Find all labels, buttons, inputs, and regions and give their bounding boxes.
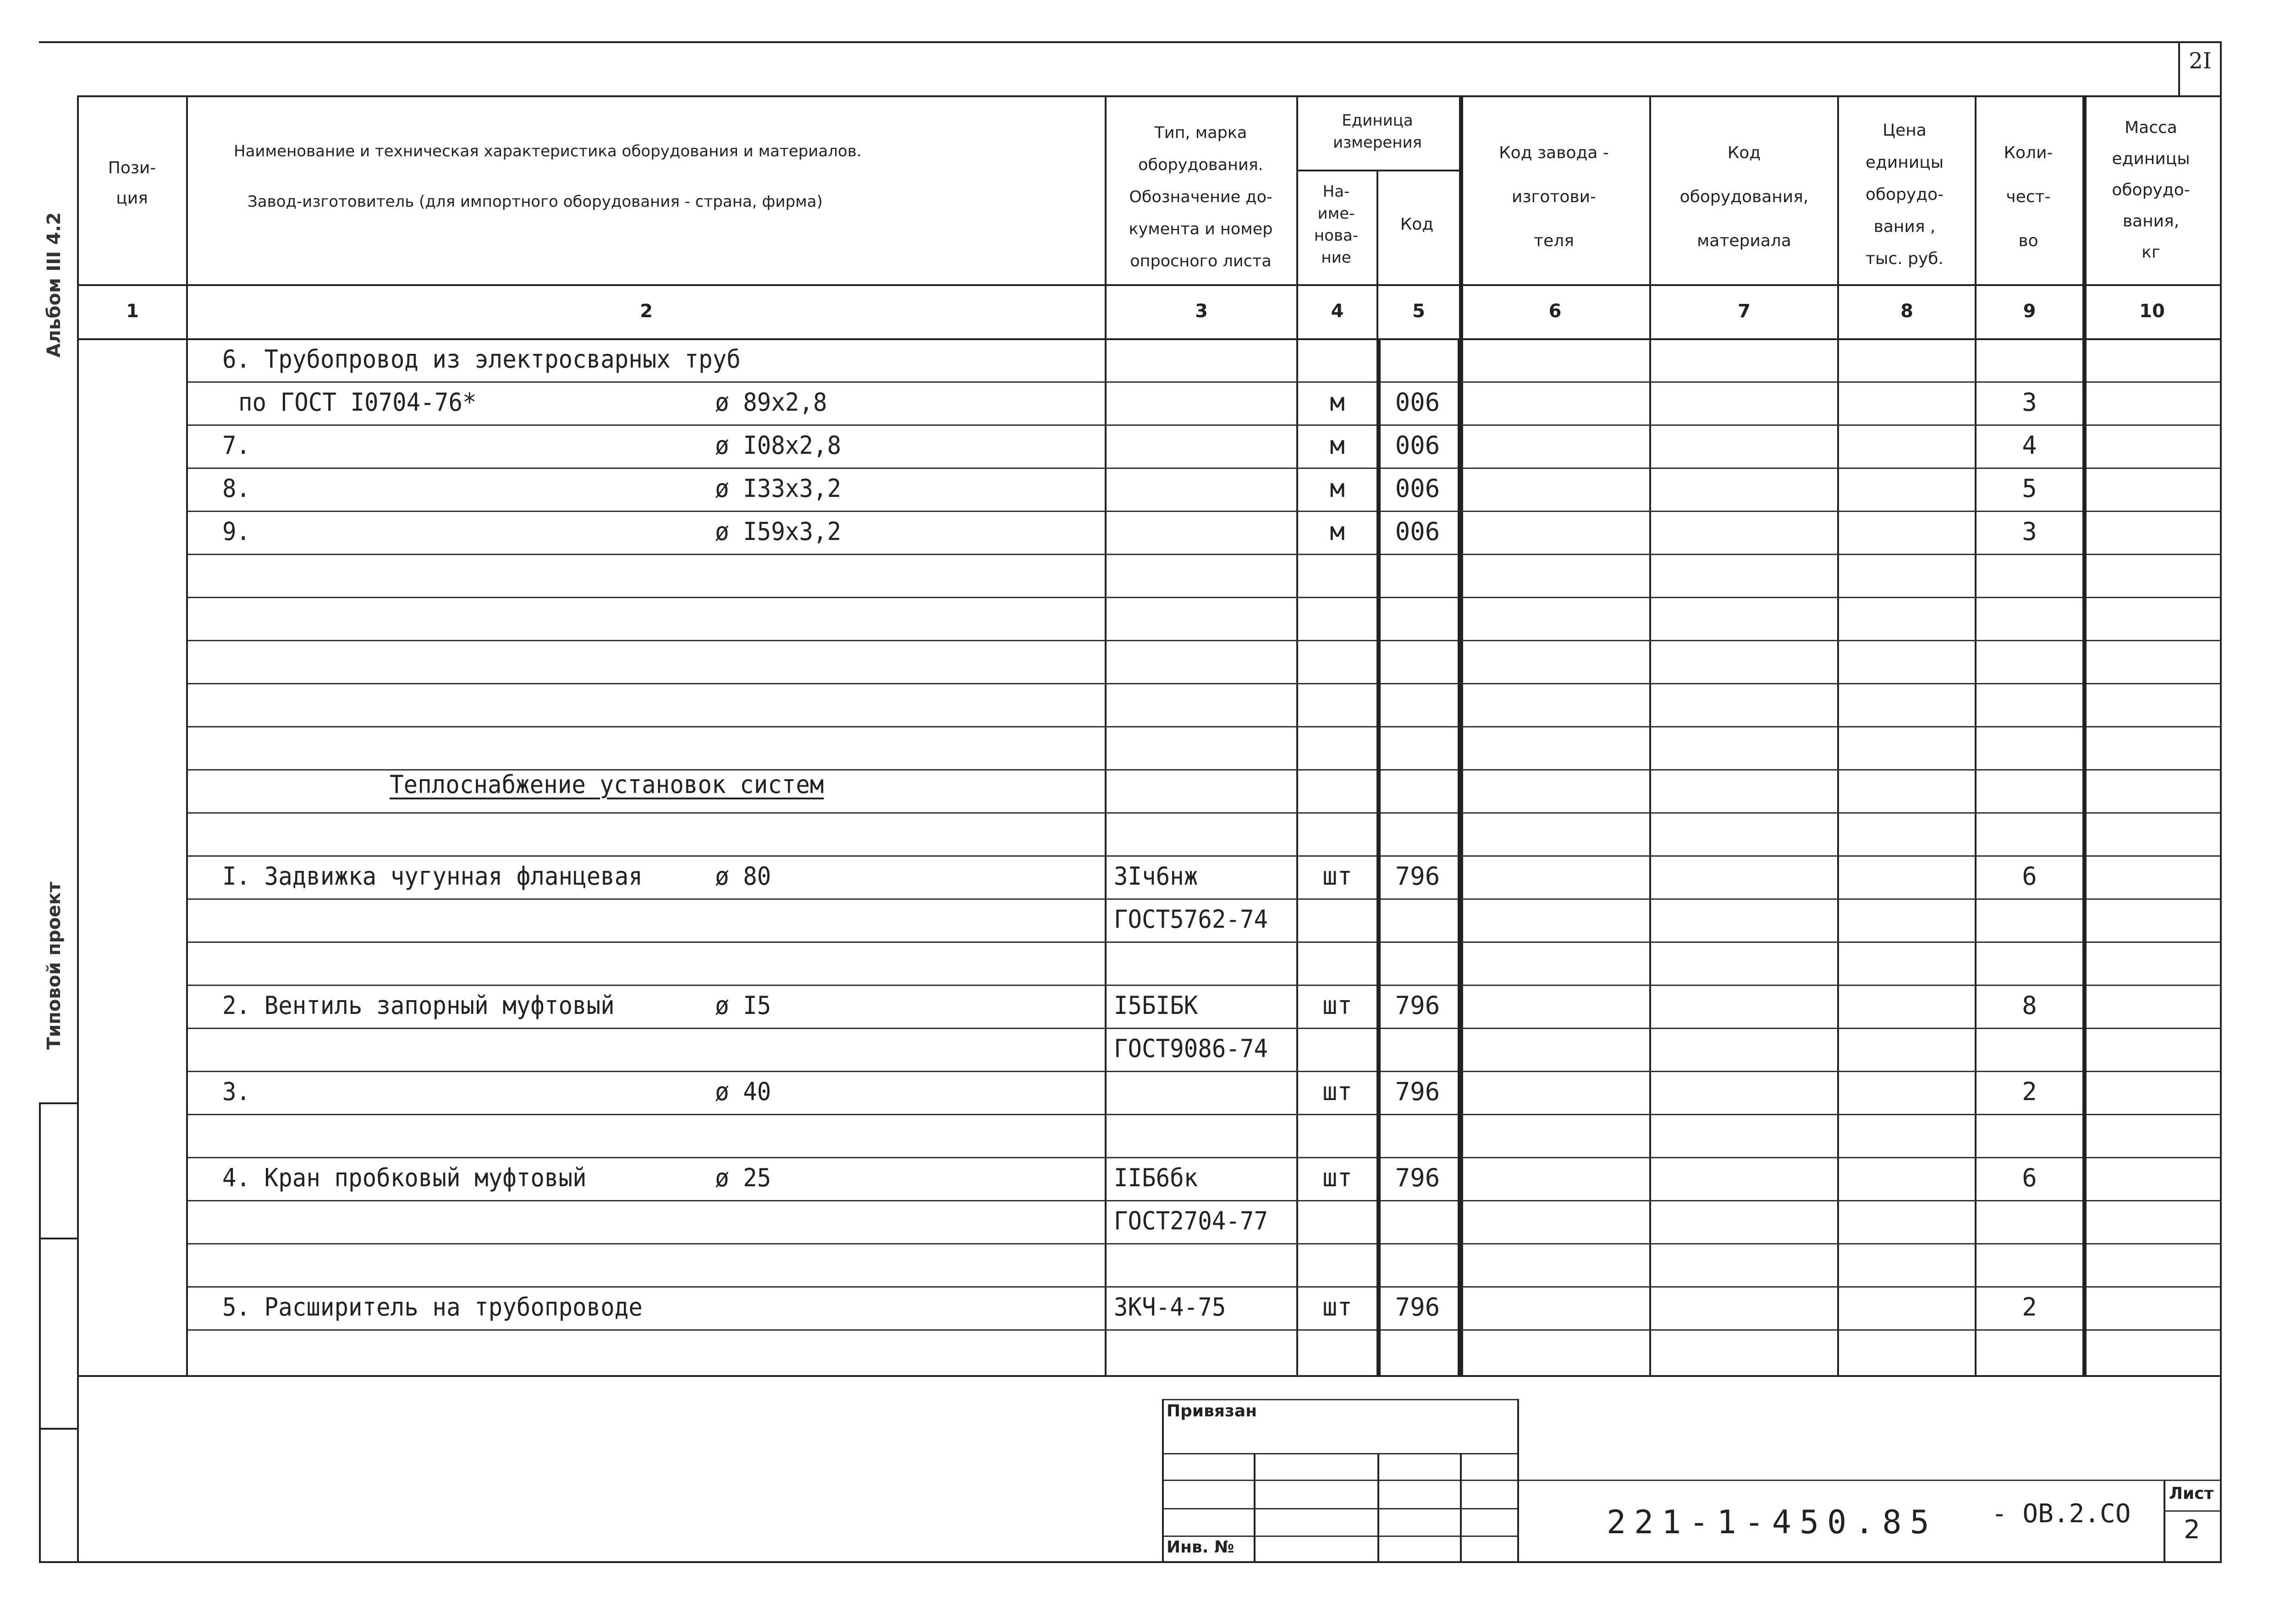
row-diameter: ø 40 <box>715 1077 771 1106</box>
page-number-box-edge <box>2178 41 2180 96</box>
top-border-line <box>39 41 2221 43</box>
stamp-linked-label: Привязан <box>1167 1402 1257 1420</box>
project-side-label: Типовой проект <box>44 881 65 1050</box>
row-diameter: ø 80 <box>715 862 771 891</box>
row-unit: м <box>1330 517 1345 546</box>
column-number: 2 <box>640 301 653 322</box>
row-divider <box>188 812 2221 814</box>
column-number: 5 <box>1412 301 1425 322</box>
header-unit-code: Код <box>1400 215 1434 234</box>
column-number: 8 <box>1900 301 1913 322</box>
row-qty: 3 <box>2022 517 2037 546</box>
row-divider <box>188 1329 2221 1331</box>
column-number: 6 <box>1548 301 1562 322</box>
row-divider <box>188 640 2221 641</box>
row-divider <box>188 1028 2221 1029</box>
stamp-line <box>1162 1453 1517 1454</box>
row-code: 006 <box>1395 517 1440 546</box>
stamp-vline <box>1460 1453 1462 1561</box>
stamp-vline <box>1162 1399 1164 1562</box>
column-number: 1 <box>126 301 139 322</box>
section-title: Теплоснабжение установок систем <box>390 770 824 799</box>
row-divider <box>188 1157 2221 1158</box>
row-unit: шт <box>1322 862 1353 891</box>
row-type: ГОСТ9086-74 <box>1114 1034 1268 1063</box>
row-diameter: ø I08x2,8 <box>715 431 842 460</box>
binding-strip-mid <box>39 1238 78 1239</box>
binding-strip-low <box>39 1428 78 1430</box>
header-unit-name: На- име- нова- ние <box>1314 182 1359 267</box>
column-numbers-bottom-line <box>78 338 2221 340</box>
column-number: 4 <box>1331 301 1344 322</box>
stamp-line <box>2164 1510 2221 1512</box>
header-factory-code: Код завода - изготови- теля <box>1499 143 1609 250</box>
row-name: 4. Кран пробковый муфтовый <box>222 1163 587 1192</box>
row-divider <box>188 1243 2221 1244</box>
binding-strip-left <box>39 1102 41 1562</box>
row-divider <box>188 597 2221 598</box>
row-code: 796 <box>1395 1293 1440 1321</box>
row-divider <box>188 985 2221 986</box>
header-unit-group: Единица измерения <box>1332 111 1422 152</box>
row-qty: 3 <box>2022 388 2037 417</box>
row-unit: шт <box>1322 1163 1353 1192</box>
column-number: 7 <box>1738 301 1751 322</box>
row-divider <box>188 683 2221 684</box>
row-name: 9. <box>222 517 251 546</box>
row-diameter: ø 25 <box>715 1163 771 1192</box>
row-unit: шт <box>1322 991 1353 1020</box>
document-code: 221-1-450.85 <box>1607 1503 1938 1541</box>
page-number: 2I <box>2189 48 2212 74</box>
row-qty: 2 <box>2022 1077 2037 1106</box>
row-diameter: ø 89x2,8 <box>715 388 827 417</box>
header-qty: Коли- чест- во <box>2004 143 2053 250</box>
frame-bottom-border <box>39 1561 2222 1563</box>
header-price: Цена единицы оборудо- вания , тыс. руб. <box>1865 121 1944 268</box>
table-bottom-line <box>78 1375 2221 1377</box>
stamp-vline <box>1254 1453 1255 1561</box>
row-code: 006 <box>1395 474 1440 503</box>
row-type: ГОСТ5762-74 <box>1114 905 1268 934</box>
sheet-number: 2 <box>2184 1515 2200 1545</box>
row-name: 6. Трубопровод из электросварных труб <box>222 345 741 374</box>
header-type: Тип, марка оборудования. Обозначение до- кумента и номер опросного листа <box>1129 124 1273 270</box>
header-name-line1: Наименование и техническая характеристика оборудования и материалов. <box>234 142 862 160</box>
stamp-line <box>1162 1536 1517 1537</box>
unit-group-divider <box>1297 170 1460 171</box>
stamp-vline <box>1377 1453 1379 1561</box>
thick-divider <box>1458 338 1462 1375</box>
sheet-top-line <box>78 95 2221 97</box>
column-number: 10 <box>2139 301 2165 322</box>
binding-strip-top <box>39 1102 78 1104</box>
row-unit: шт <box>1322 1293 1353 1321</box>
row-code: 796 <box>1395 1077 1440 1106</box>
row-qty: 8 <box>2022 991 2037 1020</box>
row-unit: м <box>1330 474 1345 503</box>
row-code: 796 <box>1395 862 1440 891</box>
album-side-label: Альбом III 4.2 <box>44 212 65 358</box>
row-divider <box>188 726 2221 727</box>
column-number: 9 <box>2023 301 2036 322</box>
row-unit: м <box>1330 388 1345 417</box>
header-position: Пози- ция <box>108 159 156 208</box>
frame-right-border <box>2220 41 2222 1562</box>
stamp-inv-label: Инв. № <box>1167 1538 1234 1557</box>
row-name: 5. Расширитель на трубопроводе <box>222 1293 643 1321</box>
row-divider <box>188 1114 2221 1115</box>
sheet-label: Лист <box>2169 1484 2214 1503</box>
row-type: IIБ6бк <box>1114 1163 1198 1192</box>
row-code: 006 <box>1395 388 1440 417</box>
row-qty: 5 <box>2022 474 2037 503</box>
row-diameter: ø I33x3,2 <box>715 474 842 503</box>
row-type: ГОСТ2704-77 <box>1114 1206 1268 1235</box>
stamp-line <box>1162 1399 1517 1400</box>
row-divider <box>188 468 2221 469</box>
stamp-vline <box>1517 1399 1519 1562</box>
row-diameter: ø I59x3,2 <box>715 517 842 546</box>
row-divider <box>188 898 2221 900</box>
row-divider <box>188 511 2221 512</box>
row-name: по ГОСТ I0704-76* <box>238 388 477 417</box>
row-name: 7. <box>222 431 251 460</box>
header-equip-code: Код оборудования, материала <box>1679 143 1809 250</box>
row-name: 3. <box>222 1077 251 1106</box>
row-divider <box>188 1071 2221 1072</box>
row-divider <box>188 1286 2221 1288</box>
row-unit: шт <box>1322 1077 1353 1106</box>
row-name: 8. <box>222 474 251 503</box>
row-name: 2. Вентиль запорный муфтовый <box>222 991 615 1020</box>
row-divider <box>188 381 2221 383</box>
row-divider <box>188 424 2221 426</box>
row-unit: м <box>1330 431 1345 460</box>
row-code: 796 <box>1395 991 1440 1020</box>
stamp-line <box>1517 1480 2221 1481</box>
header-mass: Масса единицы оборудо- вания, кг <box>2112 118 2190 262</box>
row-divider <box>188 855 2221 857</box>
row-divider <box>188 554 2221 555</box>
row-type: I5БIБК <box>1114 991 1198 1020</box>
row-diameter: ø I5 <box>715 991 771 1020</box>
row-qty: 4 <box>2022 431 2037 460</box>
row-qty: 6 <box>2022 862 2037 891</box>
row-type: ЗКЧ-4-75 <box>1114 1293 1226 1321</box>
stamp-line <box>1162 1480 1517 1481</box>
row-qty: 2 <box>2022 1293 2037 1321</box>
stamp-line <box>1162 1508 1517 1509</box>
row-qty: 6 <box>2022 1163 2037 1192</box>
row-name: I. Задвижка чугунная фланцевая <box>222 862 643 891</box>
row-type: 3Iч6нж <box>1114 862 1198 891</box>
column-number: 3 <box>1195 301 1208 322</box>
document-suffix: - ОВ.2.СО <box>1992 1499 2131 1529</box>
thick-divider <box>2082 338 2087 1375</box>
header-name-line2: Завод-изготовитель (для импортного оборудования - страна, фирма) <box>248 193 823 211</box>
row-code: 006 <box>1395 431 1440 460</box>
row-divider <box>188 941 2221 943</box>
row-divider <box>188 1200 2221 1201</box>
row-code: 796 <box>1395 1163 1440 1192</box>
